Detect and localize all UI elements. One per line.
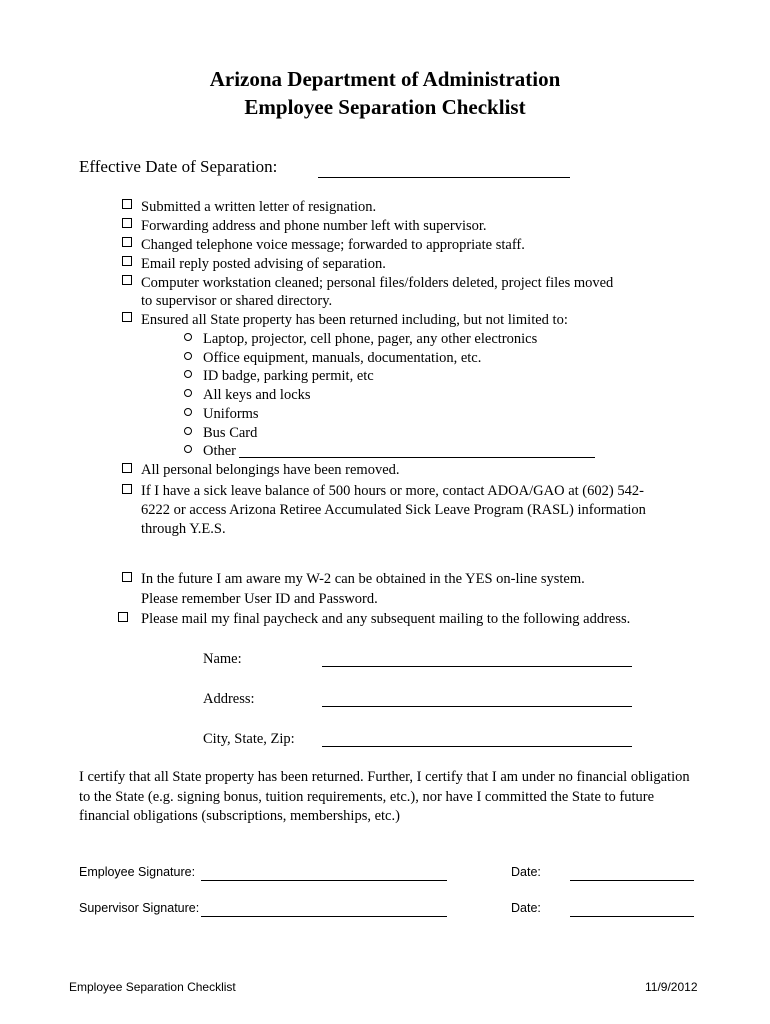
item-forwarding: Forwarding address and phone number left with supervisor.	[141, 218, 487, 234]
checkbox-mail[interactable]	[118, 612, 128, 622]
radio-office[interactable]	[184, 352, 192, 360]
checkbox-w2[interactable]	[122, 572, 132, 582]
radio-uniforms[interactable]	[184, 408, 192, 416]
checkbox-email[interactable]	[122, 256, 132, 266]
item-workstation-line1: Computer workstation cleaned; personal files/folders deleted, project files moved	[141, 275, 614, 291]
subitem-keys: All keys and locks	[203, 387, 311, 403]
footer-title: Employee Separation Checklist	[69, 980, 236, 994]
checkbox-resignation[interactable]	[122, 199, 132, 209]
radio-other[interactable]	[184, 445, 192, 453]
footer-date: 11/9/2012	[645, 980, 698, 994]
subitem-office: Office equipment, manuals, documentation, etc.	[203, 350, 482, 366]
subitem-buscard: Bus Card	[203, 425, 258, 441]
name-label: Name:	[203, 651, 242, 667]
supervisor-signature-field[interactable]	[201, 916, 447, 917]
radio-laptop[interactable]	[184, 333, 192, 341]
city-label: City, State, Zip:	[203, 731, 295, 747]
item-sickleave-line2: 6222 or access Arizona Retiree Accumulated Sick Leave Program (RASL) information	[141, 502, 646, 518]
item-sickleave-line3: through Y.E.S.	[141, 521, 226, 537]
city-field[interactable]	[322, 746, 632, 747]
title-line-2: Employee Separation Checklist	[244, 95, 526, 119]
employee-date-field[interactable]	[570, 880, 694, 881]
item-belongings: All personal belongings have been removed.	[141, 462, 400, 478]
checkbox-forwarding[interactable]	[122, 218, 132, 228]
title-line-1: Arizona Department of Administration	[209, 67, 561, 91]
checkbox-sickleave[interactable]	[122, 484, 132, 494]
name-field[interactable]	[322, 666, 632, 667]
item-workstation-line2: to supervisor or shared directory.	[141, 293, 333, 309]
item-email: Email reply posted advising of separation.	[141, 256, 386, 272]
subitem-uniforms: Uniforms	[203, 406, 259, 422]
other-field[interactable]	[239, 457, 595, 458]
radio-keys[interactable]	[184, 389, 192, 397]
item-resignation: Submitted a written letter of resignation.	[141, 199, 377, 215]
effective-date-field[interactable]	[318, 177, 570, 178]
item-property: Ensured all State property has been returned including, but not limited to:	[141, 312, 568, 328]
address-field[interactable]	[322, 706, 632, 707]
checkbox-property[interactable]	[122, 312, 132, 322]
item-w2-line1: In the future I am aware my W-2 can be obtained in the YES on-line system.	[141, 571, 585, 587]
radio-badge[interactable]	[184, 370, 192, 378]
checkbox-telephone[interactable]	[122, 237, 132, 247]
employee-date-label: Date:	[511, 865, 541, 879]
employee-signature-label: Employee Signature:	[79, 865, 196, 879]
item-telephone: Changed telephone voice message; forwarded to appropriate staff.	[141, 237, 525, 253]
certification-text: I certify that all State property has been returned. Further, I certify that I am under no financial obligation to the State (e.g. signing bonus, tuition requirements, etc.), nor have I committed the State to future financial obligations (subscriptions, memberships, etc.)	[79, 769, 690, 824]
supervisor-signature-label: Supervisor Signature:	[79, 901, 200, 915]
radio-buscard[interactable]	[184, 427, 192, 435]
subitem-laptop: Laptop, projector, cell phone, pager, any other electronics	[203, 331, 538, 347]
item-sickleave-line1: If I have a sick leave balance of 500 hours or more, contact ADOA/GAO at (602) 542-	[141, 483, 644, 499]
item-mail: Please mail my final paycheck and any subsequent mailing to the following address.	[141, 611, 631, 627]
supervisor-date-field[interactable]	[570, 916, 694, 917]
employee-signature-field[interactable]	[201, 880, 447, 881]
checkbox-belongings[interactable]	[122, 463, 132, 473]
effective-date-label: Effective Date of Separation:	[79, 157, 278, 176]
address-label: Address:	[203, 691, 255, 707]
item-w2-line2: Please remember User ID and Password.	[141, 591, 378, 607]
subitem-other: Other	[203, 443, 237, 459]
subitem-badge: ID badge, parking permit, etc	[203, 368, 374, 384]
checkbox-workstation[interactable]	[122, 275, 132, 285]
supervisor-date-label: Date:	[511, 901, 541, 915]
